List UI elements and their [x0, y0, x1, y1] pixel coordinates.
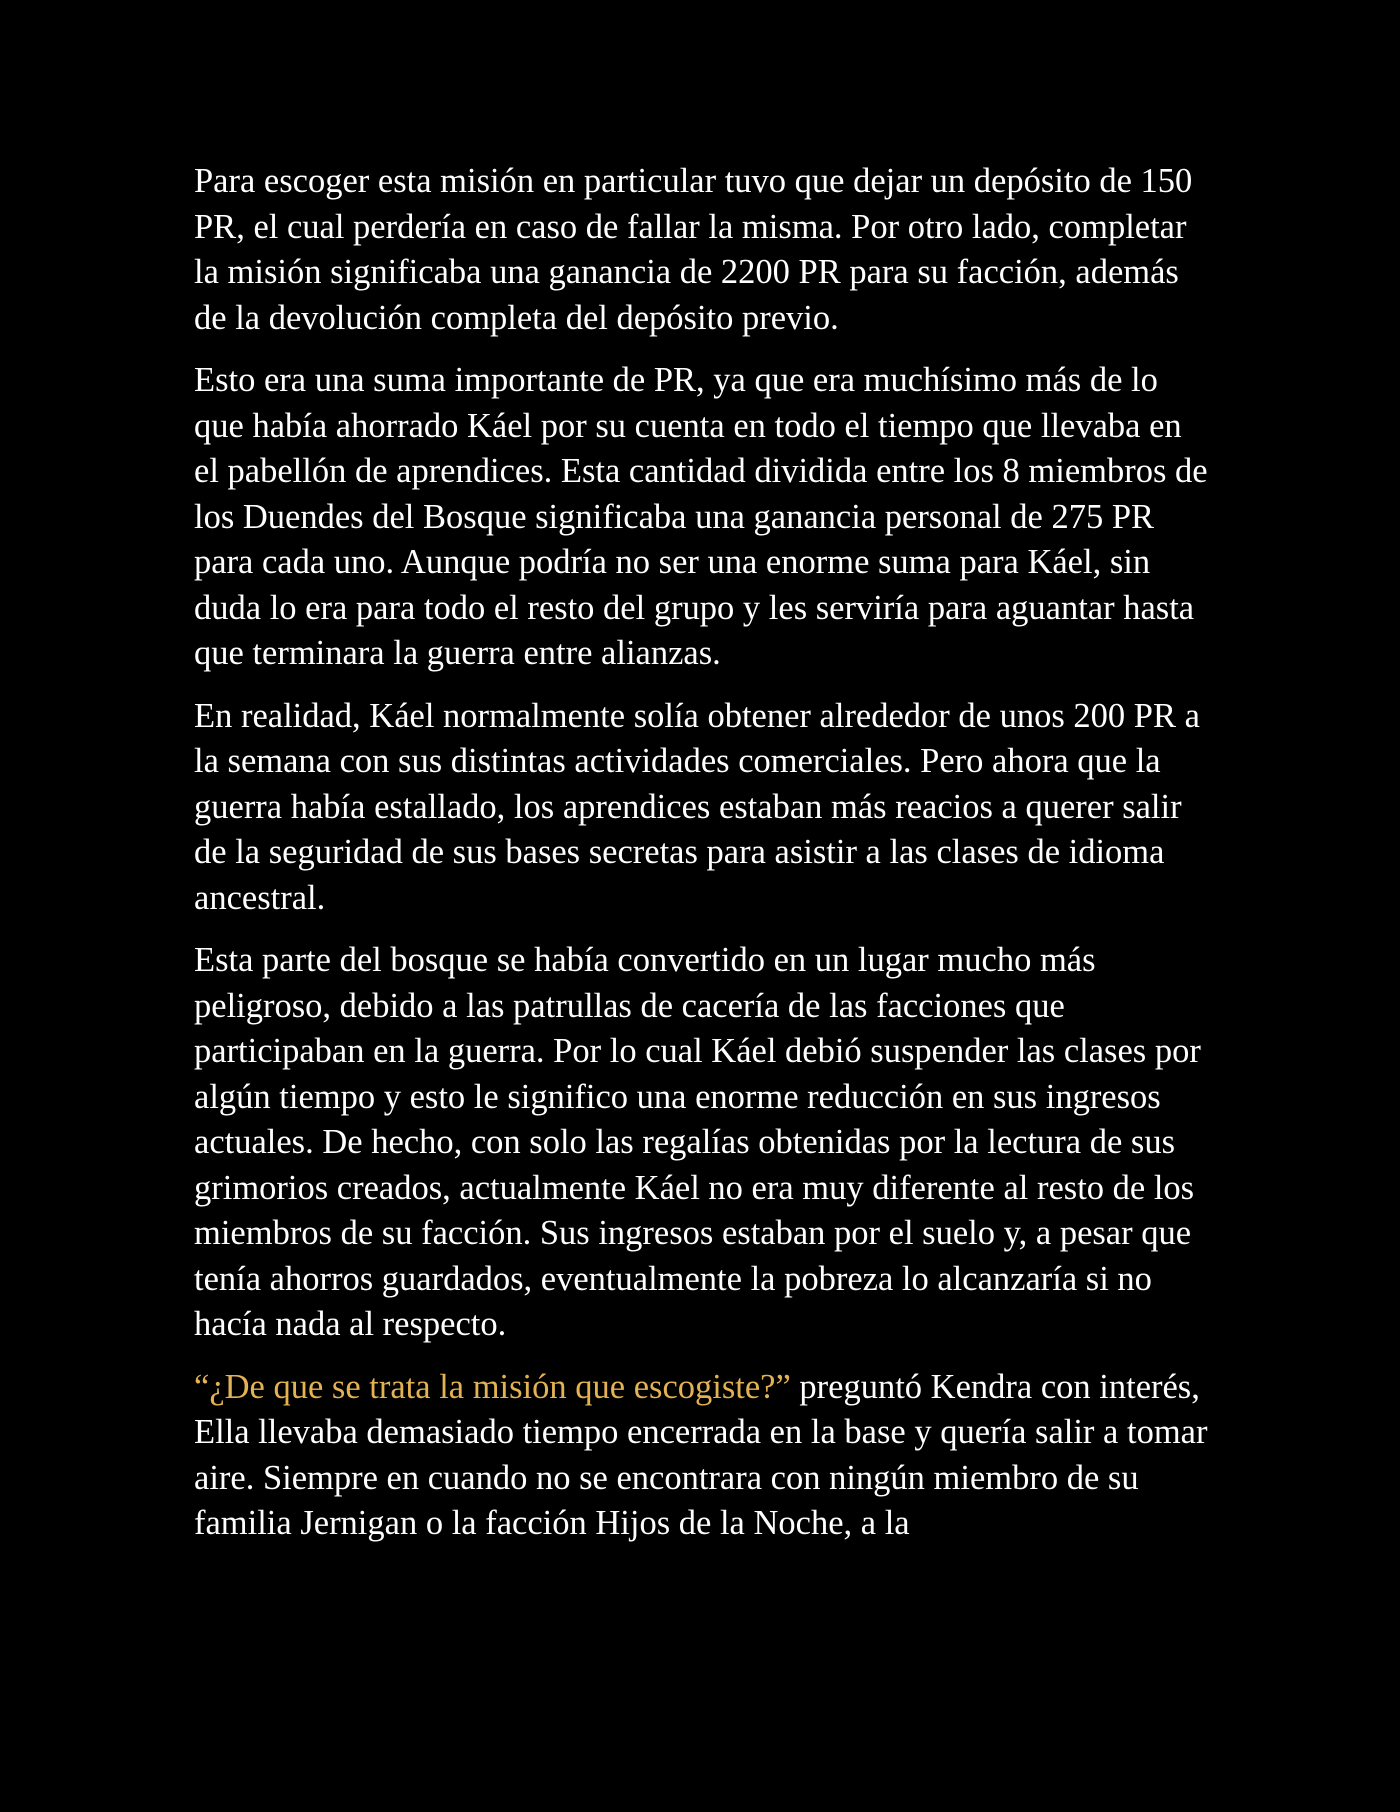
paragraph-pr-sum: Esto era una suma importante de PR, ya que era muchísimo más de lo que había ahorrado Káel por su cuenta en todo el tiempo que llevaba en el pabellón de aprendices. Esta cantidad dividida entre los 8 miembros de los Duendes del Bosque significaba una ganancia personal de 275 PR para cada uno. Aunque podría no ser una enorme suma para Káel, sin duda lo era para todo el resto del grupo y les serviría para aguantar hasta que terminara la guerra entre alianzas. — [194, 361, 1208, 672]
narration-text: preguntó Kendra con interés, Ella llevaba demasiado tiempo encerrada en la base y quería salir a tomar aire. Siempre en cuando no se encontrara con ningún miembro de su familia Jernigan o la facción Hijos de la Noche, a la — [194, 1367, 1208, 1542]
paragraph-forest-danger: Esta parte del bosque se había convertido en un lugar mucho más peligroso, debido a las patrullas de cacería de las facciones que participaban en la guerra. Por lo cual Káel debió suspender las clases por algún tiempo y esto le significo una enorme reducción en sus ingresos actuales. De hecho, con solo las regalías obtenidas por la lectura de sus grimorios creados, actualmente Káel no era muy diferente al resto de los miembros de su facción. Sus ingresos estaban por el suelo y, a pesar que tenía ahorros guardados, eventualmente la pobreza lo alcanzaría si no hacía nada al respecto. — [194, 941, 1201, 1343]
paragraph-deposit: Para escoger esta misión en particular tuvo que dejar un depósito de 150 PR, el cual perdería en caso de fallar la misma. Por otro lado, completar la misión significaba una ganancia de 2200 PR para su facción, además de la devolución completa del depósito previo. — [194, 162, 1193, 337]
paragraph-weekly-income: En realidad, Káel normalmente solía obtener alrededor de unos 200 PR a la semana con sus distintas actividades comerciales. Pero ahora que la guerra había estallado, los aprendices estaban más reacios a querer salir de la seguridad de sus bases secretas para asistir a las clases de idioma ancestral. — [194, 696, 1200, 917]
dialogue-quote: “¿De que se trata la misión que escogiste?” — [194, 1367, 791, 1406]
document-page — [194, 159, 1212, 1564]
paragraph-kendra-question — [194, 1365, 1212, 1547]
